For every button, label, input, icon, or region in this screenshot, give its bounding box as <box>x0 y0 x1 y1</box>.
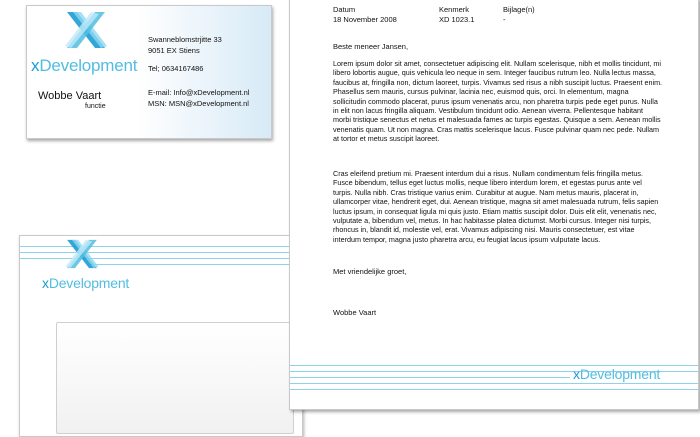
letter-signer: Wobbe Vaart <box>333 308 377 317</box>
business-card <box>26 5 272 139</box>
letter-closing: Met vriendelijke groet, <box>333 267 407 276</box>
envelope-rule <box>20 252 302 253</box>
xdevelopment-x-logo-icon <box>64 238 100 275</box>
card-email: E-mail: Info@xDevelopment.nl <box>148 88 250 97</box>
footer-rule <box>290 383 698 384</box>
card-msn: MSN: MSN@xDevelopment.nl <box>148 99 249 108</box>
envelope <box>19 235 303 437</box>
letter-paragraph-2: Cras eleifend pretium mi. Praesent interdum dui a risus. Nullam condimentum felis fringilla metus. Fusce bibendum, tellus eget luctus mollis, neque libero interdum lorem, et egestas purus ante vel turpis. Nulla nibh. Cras tristique varius enim. Curabitur at augue. Nam metus mauris, placerat in, ullamcorper vitae, hendrerit eget, dui. Aenean tristique, magna sit amet malesuada rutrum, felis sapien luctus ipsum, in consequat ligula mi quis justo. Etiam mattis suscipit dolor. Duis elit elit, venenatis nec, vulputate a, bibendum vel, metus. In hac habitasse platea dictumst. Morbi cursus. Integer nisi turpis, rhoncus in, blandit id, molestie vel, erat. Vivamus adipiscing nisi. Mauris consectetuer, est vitae interdum tempor, magna justo pharetra arcu, eu feugiat lacus ipsum vulputate lacus. <box>333 169 659 244</box>
meta-bijlage-value: - <box>503 15 506 24</box>
envelope-rule <box>20 258 302 259</box>
letter-salutation: Beste meneer Jansen, <box>333 42 409 51</box>
envelope-rule <box>90 264 302 265</box>
meta-kenmerk-value: XD 1023.1 <box>439 15 475 24</box>
letterhead <box>289 0 699 410</box>
card-function: functie <box>85 103 106 110</box>
footer-rule <box>290 377 570 378</box>
envelope-logo-wordmark: xDevelopment <box>42 275 130 291</box>
footer-rule <box>290 389 698 390</box>
envelope-rule <box>20 246 302 247</box>
card-contact <box>148 87 249 109</box>
card-logo-wordmark: xDevelopment <box>31 56 138 75</box>
letter-paragraph-1: Lorem ipsum dolor sit amet, consectetuer adipiscing elit. Nullam scelerisque, nibh et mollis tincidunt, mi libero lobortis augue, quis vehicula leo neque in sem. Integer faucibus rutrum leo. Nulla lectus massa, faucibus at, fringilla non, dictum laoreet, turpis. Vivamus sed risus a nibh suscipit luctus. Praesent enim. Phasellus sem mauris, cursus pulvinar, lacinia nec, euismod quis, orci. In elementum, magna sollicitudin commodo placerat, purus ipsum venenatis arcu, non pharetra turpis pede eget purus. Nulla in elit non lacus fringilla aliquam. Vestibulum tincidunt odio. Aenean viverra. Pellentesque habitant morbi tristique senectus et netus et malesuada fames ac turpis egestas. Quisque a sem. Aenean mollis venenatis quam. Ut non magna. Cras mattis scelerisque lacus. Fusce pulvinar quam nec pede. Nullam at tortor et metus suscipit laoreet. <box>333 59 663 144</box>
meta-kenmerk-label: Kenmerk <box>439 5 470 14</box>
card-address <box>148 34 222 56</box>
meta-datum-label: Datum <box>333 5 356 14</box>
card-telephone: Tel; 0634167486 <box>148 64 204 73</box>
card-name: Wobbe Vaart <box>38 90 102 102</box>
xdevelopment-x-logo-icon <box>63 10 109 55</box>
meta-bijlage-label: Bijlage(n) <box>503 5 535 14</box>
card-address-line1: Swanneblomstrjitte 33 <box>148 35 222 44</box>
meta-datum-value: 18 November 2008 <box>333 15 397 24</box>
envelope-address-window <box>56 322 294 434</box>
letter-logo-wordmark: xDevelopment <box>573 366 661 382</box>
card-address-line2: 9051 EX Stiens <box>148 46 200 55</box>
